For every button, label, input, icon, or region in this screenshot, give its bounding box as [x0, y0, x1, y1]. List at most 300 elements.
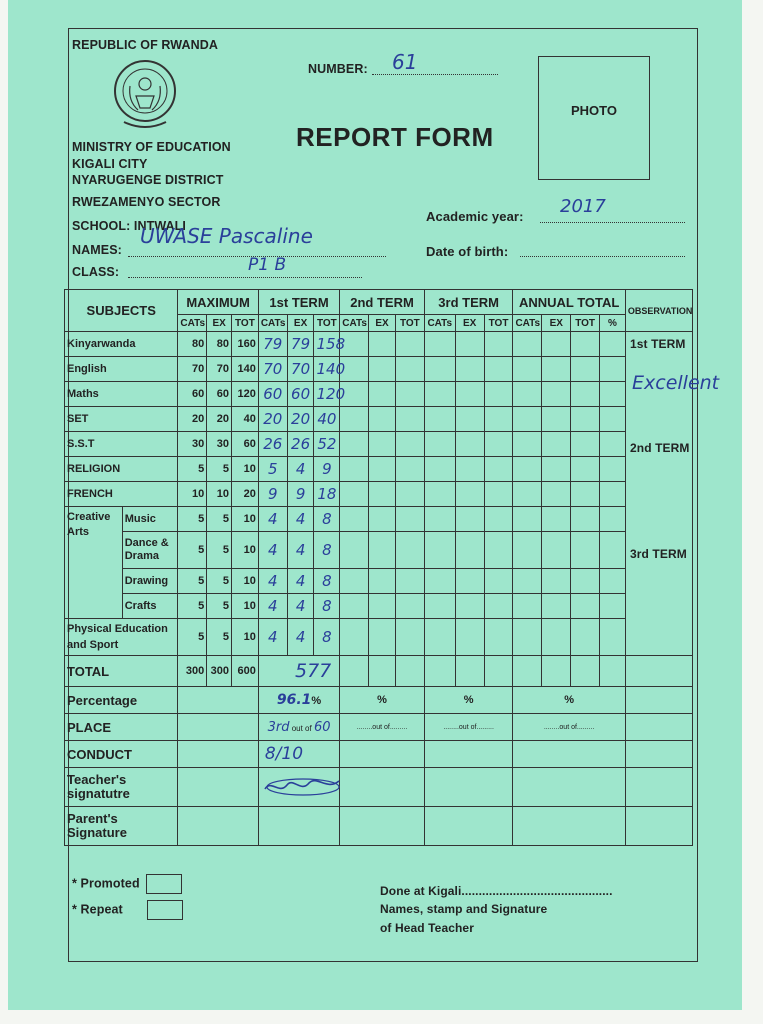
- term1-mark: 158: [314, 332, 340, 357]
- percentage-term2: %: [340, 687, 425, 714]
- max-value: 10: [232, 569, 259, 594]
- teacher-signature-row: [65, 768, 693, 807]
- empty-cell: [513, 332, 542, 357]
- sub-tot: TOT: [314, 315, 340, 332]
- school-label: SCHOOL: INTWALI: [72, 219, 186, 233]
- total-max-ex: 300: [207, 656, 232, 687]
- academic-year-field: [540, 196, 685, 223]
- sub-tot: TOT: [232, 315, 259, 332]
- subject-row: [65, 619, 693, 656]
- sub-pct: %: [600, 315, 626, 332]
- total-term1: 577: [258, 656, 339, 687]
- max-value: 5: [207, 532, 232, 569]
- empty-cell: [455, 619, 484, 656]
- empty-cell: [369, 457, 396, 482]
- empty-cell: [542, 432, 571, 457]
- total-max-cats: 300: [178, 656, 207, 687]
- empty-cell: [484, 619, 513, 656]
- empty-cell: [424, 332, 455, 357]
- academic-year-label: Academic year:: [426, 209, 524, 224]
- empty-cell: [484, 382, 513, 407]
- empty-cell: [369, 382, 396, 407]
- max-value: 80: [178, 332, 207, 357]
- empty-cell: [542, 619, 571, 656]
- empty-cell: [424, 569, 455, 594]
- max-value: 10: [232, 619, 259, 656]
- empty-cell: [455, 382, 484, 407]
- empty-cell: [571, 569, 600, 594]
- empty-cell: [600, 407, 626, 432]
- repeat-checkbox[interactable]: [147, 900, 183, 920]
- sub-cats: CATs: [178, 315, 207, 332]
- place-term2: ........out of.........: [340, 714, 425, 741]
- subject-label: English: [65, 357, 178, 382]
- subject-row: [65, 332, 693, 357]
- term1-mark: 5: [258, 457, 287, 482]
- percentage-sign: %: [311, 695, 322, 707]
- term1-mark: 40: [314, 407, 340, 432]
- empty-cell: [424, 407, 455, 432]
- sub-cats: CATs: [424, 315, 455, 332]
- term1-mark: 4: [287, 457, 314, 482]
- max-value: 10: [232, 457, 259, 482]
- max-value: 40: [232, 407, 259, 432]
- col-term3: 3rd TERM: [424, 290, 513, 315]
- max-value: 10: [232, 507, 259, 532]
- empty-cell: [369, 569, 396, 594]
- teacher-signature-label: Teacher's signatutre: [65, 768, 178, 807]
- term1-mark: 4: [258, 569, 287, 594]
- percentage-term3: %: [424, 687, 513, 714]
- empty-cell: [513, 507, 542, 532]
- subject-row: [65, 432, 693, 457]
- subject-label: FRENCH: [65, 482, 178, 507]
- empty-cell: [484, 457, 513, 482]
- empty-cell: [455, 457, 484, 482]
- sector-label: RWEZAMENYO SECTOR: [72, 195, 221, 209]
- empty-cell: [455, 357, 484, 382]
- term1-mark: 20: [287, 407, 314, 432]
- empty-cell: [600, 332, 626, 357]
- term1-mark: 120: [314, 382, 340, 407]
- repeat-option: [72, 900, 183, 920]
- empty-cell: [395, 569, 424, 594]
- empty-cell: [571, 457, 600, 482]
- empty-cell: [424, 432, 455, 457]
- max-value: 120: [232, 382, 259, 407]
- promoted-checkbox[interactable]: [146, 874, 182, 894]
- max-value: 160: [232, 332, 259, 357]
- max-value: 10: [178, 482, 207, 507]
- conduct-row: [65, 741, 693, 768]
- empty-cell: [424, 457, 455, 482]
- term1-mark: 4: [258, 619, 287, 656]
- total-max-tot: 600: [232, 656, 259, 687]
- names-stamp-label: Names, stamp and Signature: [380, 902, 548, 916]
- col-maximum: MAXIMUM: [178, 290, 258, 315]
- term1-mark: 4: [258, 594, 287, 619]
- term1-mark: 140: [314, 357, 340, 382]
- empty-cell: [395, 432, 424, 457]
- class-label: CLASS:: [72, 265, 120, 279]
- empty-cell: [340, 619, 369, 656]
- empty-cell: [513, 619, 542, 656]
- empty-cell: [571, 432, 600, 457]
- empty-cell: [424, 357, 455, 382]
- empty-cell: [340, 532, 369, 569]
- term1-mark: 20: [258, 407, 287, 432]
- empty-cell: [340, 594, 369, 619]
- empty-cell: [542, 532, 571, 569]
- empty-cell: [369, 482, 396, 507]
- empty-cell: [542, 407, 571, 432]
- subject-row: [65, 357, 693, 382]
- term1-mark: 26: [258, 432, 287, 457]
- percentage-term1: 96.1: [276, 692, 312, 708]
- term1-mark: 60: [287, 382, 314, 407]
- empty-cell: [513, 457, 542, 482]
- dob-label: Date of birth:: [426, 244, 509, 259]
- max-value: 5: [207, 507, 232, 532]
- empty-cell: [484, 407, 513, 432]
- class-value: P1 B: [248, 255, 287, 275]
- obs-term1: 1st TERM: [630, 337, 686, 351]
- empty-cell: [571, 507, 600, 532]
- col-observation: OBSERVATION: [625, 290, 692, 332]
- number-field: [372, 50, 498, 75]
- empty-cell: [395, 532, 424, 569]
- subject-row: [65, 382, 693, 407]
- empty-cell: [340, 482, 369, 507]
- col-subjects: SUBJECTS: [65, 290, 178, 332]
- empty-cell: [369, 594, 396, 619]
- percentage-label: Percentage: [65, 687, 178, 714]
- conduct-term1: 8/10: [258, 741, 339, 768]
- empty-cell: [395, 594, 424, 619]
- empty-cell: [424, 619, 455, 656]
- empty-cell: [484, 594, 513, 619]
- done-at-label: Done at Kigali............................................: [380, 884, 613, 898]
- place-term3: ........out of.........: [424, 714, 513, 741]
- sub-ex: EX: [369, 315, 396, 332]
- head-teacher-label: of Head Teacher: [380, 921, 474, 935]
- term1-mark: 9: [314, 457, 340, 482]
- max-value: 30: [178, 432, 207, 457]
- sub-ex: EX: [207, 315, 232, 332]
- term1-mark: 79: [258, 332, 287, 357]
- empty-cell: [455, 407, 484, 432]
- empty-cell: [600, 532, 626, 569]
- subject-row: [65, 569, 693, 594]
- empty-cell: [395, 457, 424, 482]
- term1-mark: 4: [258, 507, 287, 532]
- sub-cats: CATs: [340, 315, 369, 332]
- empty-cell: [424, 482, 455, 507]
- subject-row: [65, 482, 693, 507]
- col-annual: ANNUAL TOTAL: [513, 290, 625, 315]
- max-value: 80: [207, 332, 232, 357]
- empty-cell: [424, 507, 455, 532]
- empty-cell: [369, 432, 396, 457]
- empty-cell: [340, 457, 369, 482]
- empty-cell: [542, 482, 571, 507]
- empty-cell: [571, 594, 600, 619]
- number-value: 61: [392, 50, 418, 74]
- subject-label: RELIGION: [65, 457, 178, 482]
- empty-cell: [484, 332, 513, 357]
- parent-signature-label: Parent's Signature: [65, 807, 178, 846]
- empty-cell: [455, 507, 484, 532]
- subject-row: [65, 532, 693, 569]
- empty-cell: [369, 332, 396, 357]
- names-label: NAMES:: [72, 243, 122, 257]
- term1-mark: 26: [287, 432, 314, 457]
- max-value: 5: [178, 619, 207, 656]
- max-value: 5: [207, 569, 232, 594]
- empty-cell: [424, 382, 455, 407]
- empty-cell: [369, 619, 396, 656]
- max-value: 30: [207, 432, 232, 457]
- term1-mark: 4: [287, 507, 314, 532]
- empty-cell: [455, 482, 484, 507]
- academic-year-value: 2017: [560, 196, 606, 217]
- place-out-of: out of: [291, 723, 312, 733]
- term1-mark: 60: [258, 382, 287, 407]
- empty-cell: [455, 432, 484, 457]
- place-term1-total: 60: [313, 719, 331, 735]
- empty-cell: [484, 569, 513, 594]
- max-value: 70: [207, 357, 232, 382]
- empty-cell: [369, 532, 396, 569]
- promoted-label: * Promoted: [72, 876, 140, 891]
- empty-cell: [542, 357, 571, 382]
- max-value: 140: [232, 357, 259, 382]
- subject-label: Music: [122, 507, 178, 532]
- sub-tot: TOT: [484, 315, 513, 332]
- subject-row: [65, 457, 693, 482]
- obs-term3: 3rd TERM: [630, 547, 687, 561]
- total-row: [65, 656, 693, 687]
- empty-cell: [340, 432, 369, 457]
- empty-cell: [571, 332, 600, 357]
- number-label: NUMBER:: [308, 62, 368, 76]
- max-value: 60: [178, 382, 207, 407]
- dob-field: [520, 242, 685, 257]
- place-row: [65, 714, 693, 741]
- subject-label: Maths: [65, 382, 178, 407]
- max-value: 10: [232, 532, 259, 569]
- place-annual: ........out of.........: [513, 714, 625, 741]
- obs-term2: 2nd TERM: [630, 441, 690, 455]
- empty-cell: [513, 382, 542, 407]
- term1-mark: 70: [287, 357, 314, 382]
- col-term2: 2nd TERM: [340, 290, 425, 315]
- empty-cell: [395, 482, 424, 507]
- empty-cell: [395, 382, 424, 407]
- term1-mark: 79: [287, 332, 314, 357]
- max-value: 20: [178, 407, 207, 432]
- empty-cell: [395, 507, 424, 532]
- sub-tot: TOT: [571, 315, 600, 332]
- empty-cell: [513, 432, 542, 457]
- subject-label: Dance & Drama: [122, 532, 178, 569]
- empty-cell: [484, 432, 513, 457]
- sub-ex: EX: [542, 315, 571, 332]
- term1-mark: 4: [258, 532, 287, 569]
- empty-cell: [600, 382, 626, 407]
- photo-label: PHOTO: [571, 103, 617, 118]
- term1-mark: 4: [287, 594, 314, 619]
- max-value: 5: [207, 457, 232, 482]
- subject-label: Kinyarwanda: [65, 332, 178, 357]
- max-value: 5: [178, 532, 207, 569]
- term1-mark: 70: [258, 357, 287, 382]
- names-value: UWASE Pascaline: [140, 224, 313, 248]
- rwanda-emblem-icon: [110, 56, 180, 134]
- empty-cell: [600, 619, 626, 656]
- empty-cell: [395, 619, 424, 656]
- empty-cell: [369, 507, 396, 532]
- term1-mark: 4: [287, 619, 314, 656]
- max-value: 5: [207, 594, 232, 619]
- col-term1: 1st TERM: [258, 290, 339, 315]
- term1-mark: 4: [287, 569, 314, 594]
- empty-cell: [513, 357, 542, 382]
- conduct-label: CONDUCT: [65, 741, 178, 768]
- teacher-signature-icon: [261, 771, 345, 801]
- subject-label: Physical Education and Sport: [65, 619, 178, 656]
- obs-remark: Excellent: [632, 372, 720, 394]
- empty-cell: [513, 482, 542, 507]
- parent-signature-row: [65, 807, 693, 846]
- subject-label: S.S.T: [65, 432, 178, 457]
- max-value: 5: [178, 457, 207, 482]
- term1-mark: 8: [314, 594, 340, 619]
- empty-cell: [369, 357, 396, 382]
- empty-cell: [513, 594, 542, 619]
- percentage-annual: %: [513, 687, 625, 714]
- empty-cell: [455, 569, 484, 594]
- photo-box: [538, 56, 650, 180]
- subject-rows: [65, 332, 693, 656]
- ministry-label: MINISTRY OF EDUCATION: [72, 140, 231, 154]
- empty-cell: [542, 507, 571, 532]
- sub-cats: CATs: [258, 315, 287, 332]
- district-label: NYARUGENGE DISTRICT: [72, 173, 224, 187]
- empty-cell: [395, 357, 424, 382]
- max-value: 5: [178, 594, 207, 619]
- term1-mark: 8: [314, 569, 340, 594]
- empty-cell: [513, 569, 542, 594]
- empty-cell: [542, 457, 571, 482]
- class-field: [128, 255, 362, 278]
- empty-cell: [395, 332, 424, 357]
- empty-cell: [484, 357, 513, 382]
- subject-label: Crafts: [122, 594, 178, 619]
- empty-cell: [455, 594, 484, 619]
- place-label: PLACE: [65, 714, 178, 741]
- empty-cell: [542, 382, 571, 407]
- empty-cell: [571, 482, 600, 507]
- empty-cell: [484, 482, 513, 507]
- empty-cell: [542, 569, 571, 594]
- term1-mark: 18: [314, 482, 340, 507]
- empty-cell: [571, 407, 600, 432]
- city-label: KIGALI CITY: [72, 157, 148, 171]
- empty-cell: [340, 407, 369, 432]
- repeat-label: * Repeat: [72, 902, 123, 917]
- max-value: 5: [178, 569, 207, 594]
- empty-cell: [600, 357, 626, 382]
- term1-mark: 8: [314, 507, 340, 532]
- promoted-option: [72, 874, 182, 894]
- subject-row: [65, 594, 693, 619]
- empty-cell: [571, 382, 600, 407]
- term1-mark: 52: [314, 432, 340, 457]
- term1-mark: 9: [287, 482, 314, 507]
- form-title: REPORT FORM: [296, 122, 494, 152]
- term1-mark: 4: [287, 532, 314, 569]
- term1-mark: 9: [258, 482, 287, 507]
- subject-label: Drawing: [122, 569, 178, 594]
- sub-ex: EX: [455, 315, 484, 332]
- empty-cell: [600, 507, 626, 532]
- max-value: 10: [232, 594, 259, 619]
- max-value: 20: [232, 482, 259, 507]
- subject-row: [65, 407, 693, 432]
- empty-cell: [571, 357, 600, 382]
- sub-cats: CATs: [513, 315, 542, 332]
- empty-cell: [484, 507, 513, 532]
- max-value: 70: [178, 357, 207, 382]
- report-table: [64, 289, 693, 846]
- empty-cell: [340, 569, 369, 594]
- empty-cell: [455, 532, 484, 569]
- empty-cell: [600, 457, 626, 482]
- max-value: 20: [207, 407, 232, 432]
- max-value: 60: [207, 382, 232, 407]
- empty-cell: [424, 532, 455, 569]
- empty-cell: [513, 407, 542, 432]
- creative-arts-label: Creative Arts: [65, 507, 123, 619]
- empty-cell: [600, 569, 626, 594]
- percentage-row: [65, 687, 693, 714]
- empty-cell: [571, 532, 600, 569]
- max-value: 60: [232, 432, 259, 457]
- empty-cell: [571, 619, 600, 656]
- subject-label: SET: [65, 407, 178, 432]
- empty-cell: [424, 594, 455, 619]
- empty-cell: [340, 507, 369, 532]
- empty-cell: [600, 594, 626, 619]
- term1-mark: 8: [314, 532, 340, 569]
- empty-cell: [513, 532, 542, 569]
- empty-cell: [395, 407, 424, 432]
- place-term1-rank: 3rd: [267, 719, 290, 735]
- empty-cell: [369, 407, 396, 432]
- subject-row: [65, 507, 693, 532]
- term1-mark: 8: [314, 619, 340, 656]
- empty-cell: [600, 482, 626, 507]
- sub-ex: EX: [287, 315, 314, 332]
- empty-cell: [484, 532, 513, 569]
- empty-cell: [542, 594, 571, 619]
- republic-label: REPUBLIC OF RWANDA: [72, 38, 219, 52]
- empty-cell: [600, 432, 626, 457]
- total-label: TOTAL: [65, 656, 178, 687]
- empty-cell: [542, 332, 571, 357]
- sub-tot: TOT: [395, 315, 424, 332]
